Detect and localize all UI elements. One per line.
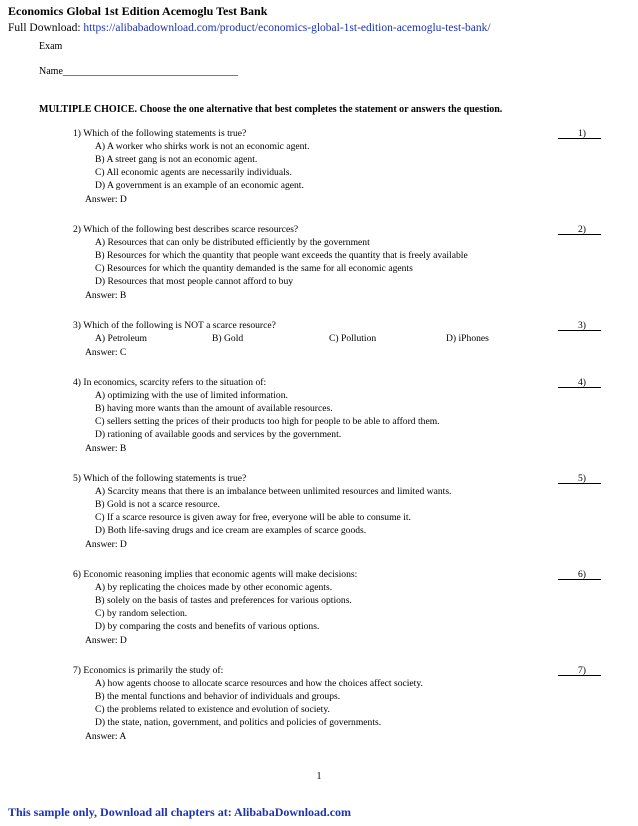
question-5 [73,472,603,552]
answer-blank [558,138,601,139]
option-d: D) A government is an example of an economic agent. [95,180,304,192]
option-c: C) by random selection. [95,608,188,620]
question-stem: 4) In economics, scarcity refers to the situation of: [73,377,267,388]
option-b: B) A street gang is not an economic agent. [95,154,258,166]
question-number: 7) [578,665,586,676]
option-b: B) having more wants than the amount of available resources. [95,403,333,415]
options-row [73,332,603,345]
option-d: D) iPhones [446,333,489,345]
exam-label: Exam [39,41,63,52]
option-a: A) Petroleum [95,333,147,345]
question-number: 1) [578,128,586,139]
page-number: 1 [316,771,322,782]
question-stem: 1) Which of the following statements is true? [73,128,247,139]
question-6 [73,568,603,648]
question-stem: 2) Which of the following best describes scarce resources? [73,224,299,235]
option-d: D) by comparing the costs and benefits of various options. [95,621,320,633]
option-c: C) Pollution [329,333,377,345]
option-c: C) All economic agents are necessarily individuals. [95,167,292,179]
instructions: MULTIPLE CHOICE. Choose the one alternative that best completes the statement or answers the question. [39,104,503,115]
question-stem: 5) Which of the following statements is true? [73,473,247,484]
question-stem: 7) Economics is primarily the study of: [73,665,224,676]
question-2 [73,223,603,303]
answer: Answer: B [85,290,127,302]
footer-notice[interactable]: This sample only, Download all chapters at: AlibabaDownload.com [8,805,352,819]
option-c: C) Resources for which the quantity demanded is the same for all economic agents [95,263,413,275]
question-number: 3) [578,320,586,331]
answer: Answer: D [85,539,127,551]
question-number: 4) [578,377,586,388]
option-c: C) If a scarce resource is given away for free, everyone will be able to consume it. [95,512,411,524]
download-prefix: Full Download: [8,22,84,34]
option-c: C) the problems related to existence and evolution of society. [95,704,330,716]
document-title: Economics Global 1st Edition Acemoglu Test Bank [8,4,268,18]
answer-blank [558,579,601,580]
option-b: B) Gold is not a scarce resource. [95,499,220,511]
answer: Answer: D [85,635,127,647]
option-a: A) Scarcity means that there is an imbalance between unlimited resources and limited wants. [95,486,452,498]
answer-blank [558,387,601,388]
option-b: B) Resources for which the quantity that people want exceeds the quantity that is freely available [95,250,468,262]
option-a: A) how agents choose to allocate scarce resources and how the choices affect society. [95,678,423,690]
question-number: 2) [578,224,586,235]
answer-blank [558,330,601,331]
download-line [8,21,491,35]
question-number: 6) [578,569,586,580]
question-number: 5) [578,473,586,484]
question-stem: 3) Which of the following is NOT a scarce resource? [73,320,276,331]
answer: Answer: B [85,443,127,455]
answer: Answer: A [85,731,127,743]
option-d: D) the state, nation, government, and politics and policies of governments. [95,717,382,729]
option-d: D) Both life-saving drugs and ice cream are examples of scarce goods. [95,525,367,537]
option-a: A) A worker who shirks work is not an economic agent. [95,141,310,153]
question-3 [73,319,603,359]
option-d: D) rationing of available goods and services by the government. [95,429,342,441]
name-field-label: Name___________________________________ [39,66,238,77]
option-b: B) the mental functions and behavior of individuals and groups. [95,691,341,703]
option-a: A) by replicating the choices made by other economic agents. [95,582,333,594]
option-b: B) Gold [212,333,244,345]
answer-blank [558,675,601,676]
option-a: A) optimizing with the use of limited information. [95,390,288,402]
option-a: A) Resources that can only be distributed efficiently by the government [95,237,370,249]
question-4 [73,376,603,456]
answer-blank [558,483,601,484]
option-b: B) solely on the basis of tastes and preferences for various options. [95,595,352,607]
option-d: D) Resources that most people cannot afford to buy [95,276,294,288]
answer-blank [558,234,601,235]
question-7 [73,664,603,744]
question-stem: 6) Economic reasoning implies that economic agents will make decisions: [73,569,358,580]
answer: Answer: D [85,194,127,206]
option-c: C) sellers setting the prices of their products too high for people to be able to afford them. [95,416,440,428]
answer: Answer: C [85,347,127,359]
download-link[interactable]: https://alibabadownload.com/product/economics-global-1st-edition-acemoglu-test-bank/ [83,22,491,34]
question-1 [73,127,603,207]
